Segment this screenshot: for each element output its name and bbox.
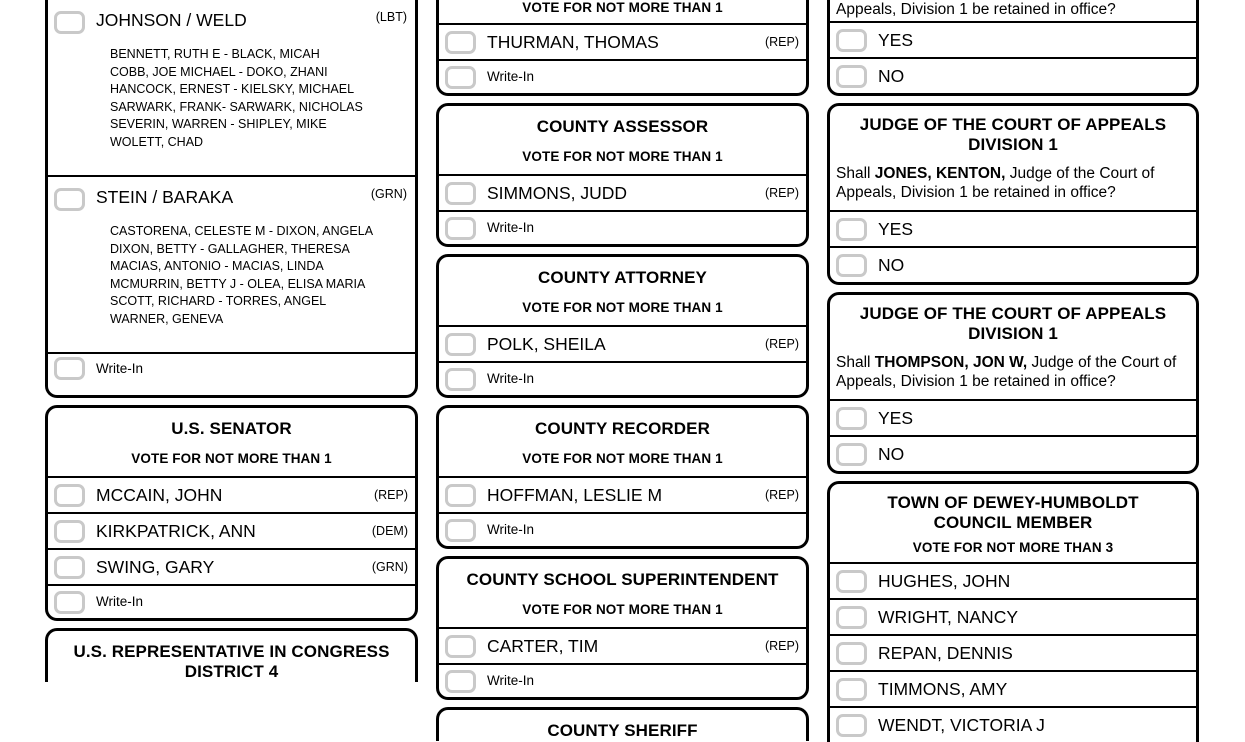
retention-judge-name: JONES, KENTON, bbox=[874, 165, 1006, 182]
retention-question-suffix: Appeals, Division 1 be retained in office? bbox=[836, 1, 1116, 18]
slate-johnson-weld[interactable] bbox=[48, 0, 415, 175]
slate-name: STEIN / BARAKA bbox=[96, 187, 234, 207]
contest-us-senator bbox=[45, 405, 418, 621]
checkbox-simmons-judd[interactable] bbox=[445, 182, 476, 205]
retention-question-suffix: Judge of the Court of Appeals, Division 1 be retained in office? bbox=[836, 354, 1177, 390]
slate-header bbox=[54, 177, 407, 211]
choice-no[interactable] bbox=[830, 246, 1196, 282]
checkbox-yes[interactable] bbox=[836, 407, 867, 430]
checkbox-write-in[interactable] bbox=[445, 66, 476, 89]
choice-write-in[interactable] bbox=[439, 59, 806, 93]
contest-judge-retention-jones-kenton bbox=[827, 103, 1199, 285]
choice-label: REPAN, DENNIS bbox=[878, 643, 1013, 663]
choice-mccain-john[interactable] bbox=[48, 476, 415, 512]
checkbox-hoffman-leslie-m[interactable] bbox=[445, 484, 476, 507]
contest-title: COUNTY SHERIFF bbox=[547, 721, 698, 740]
choice-label: HUGHES, JOHN bbox=[878, 571, 1011, 591]
choice-label: Write-In bbox=[487, 673, 535, 688]
contest-instruction: VOTE FOR NOT MORE THAN 1 bbox=[522, 149, 723, 164]
choice-write-in[interactable] bbox=[439, 210, 806, 244]
checkbox-carter-tim[interactable] bbox=[445, 635, 476, 658]
checkbox-yes[interactable] bbox=[836, 29, 867, 52]
contest-county-attorney bbox=[436, 254, 809, 398]
contest-title: U.S. SENATOR bbox=[171, 419, 292, 438]
checkbox-stein-baraka[interactable] bbox=[54, 188, 85, 211]
slate-electors-list: BENNETT, RUTH E - BLACK, MICAH COBB, JOE MICHAEL - DOKO, ZHANI HANCOCK, ERNEST - KIELSKY, MICHAEL SARWARK, FRANK- SARWARK, NICHOLAS SEVERIN, WARREN - SHIPLEY, MIKE WOLETT, CHAD bbox=[110, 47, 363, 149]
choice-label: YES bbox=[878, 30, 914, 50]
checkbox-hughes-john[interactable] bbox=[836, 570, 867, 593]
contest-title: JUDGE OF THE COURT OF APPEALS DIVISION 1 bbox=[859, 304, 1167, 343]
ballot-column-right bbox=[827, 0, 1199, 742]
choice-label: SWING, GARY bbox=[96, 557, 215, 577]
contest-instruction: VOTE FOR NOT MORE THAN 1 bbox=[522, 451, 723, 466]
choice-no[interactable] bbox=[830, 435, 1196, 471]
checkbox-write-in[interactable] bbox=[54, 357, 85, 380]
checkbox-polk-sheila[interactable] bbox=[445, 333, 476, 356]
choice-write-in[interactable] bbox=[439, 361, 806, 395]
contest-instruction: VOTE FOR NOT MORE THAN 1 bbox=[131, 451, 332, 466]
choice-write-in[interactable] bbox=[439, 512, 806, 546]
contest-title: TOWN OF DEWEY-HUMBOLDT COUNCIL MEMBER bbox=[887, 493, 1139, 532]
checkbox-timmons-amy[interactable] bbox=[836, 678, 867, 701]
slate-party: (GRN) bbox=[370, 187, 407, 201]
contest-instruction: VOTE FOR NOT MORE THAN 1 bbox=[522, 300, 723, 315]
ballot-column-left bbox=[45, 0, 418, 682]
contest-county-assessor bbox=[436, 103, 809, 247]
choice-label: Write-In bbox=[487, 522, 535, 537]
choice-carter-tim[interactable] bbox=[439, 627, 806, 663]
choice-label: POLK, SHEILA bbox=[487, 334, 606, 354]
checkbox-no[interactable] bbox=[836, 65, 867, 88]
choice-label: Write-In bbox=[96, 594, 144, 609]
checkbox-write-in[interactable] bbox=[445, 368, 476, 391]
checkbox-write-in[interactable] bbox=[445, 670, 476, 693]
contest-title: JUDGE OF THE COURT OF APPEALS DIVISION 1 bbox=[859, 115, 1167, 154]
choice-label: NO bbox=[878, 66, 905, 86]
contest-judge-retention-thompson-jon-w bbox=[827, 292, 1199, 474]
choice-party: (REP) bbox=[764, 639, 799, 653]
choice-repan-dennis[interactable] bbox=[830, 634, 1196, 670]
contest-presidential-electors bbox=[45, 0, 418, 398]
choice-wendt-victoria-j[interactable] bbox=[830, 706, 1196, 742]
choice-label: YES bbox=[878, 219, 914, 239]
contest-town-of-dewey-humboldt-council-member bbox=[827, 481, 1199, 742]
retention-question-prefix: Shall bbox=[836, 354, 875, 371]
choice-kirkpatrick-ann[interactable] bbox=[48, 512, 415, 548]
choice-label: SIMMONS, JUDD bbox=[487, 183, 627, 203]
checkbox-write-in[interactable] bbox=[54, 591, 85, 614]
choice-thurman-thomas[interactable] bbox=[439, 23, 806, 59]
choice-label: Write-In bbox=[487, 371, 535, 386]
choice-label: KIRKPATRICK, ANN bbox=[96, 521, 256, 541]
choice-party: (REP) bbox=[764, 35, 799, 49]
choice-yes[interactable] bbox=[830, 399, 1196, 435]
choice-write-in[interactable] bbox=[439, 663, 806, 697]
choice-party: (DEM) bbox=[371, 524, 408, 538]
contest-us-representative-district-4 bbox=[45, 628, 418, 682]
checkbox-no[interactable] bbox=[836, 443, 867, 466]
checkbox-wright-nancy[interactable] bbox=[836, 606, 867, 629]
checkbox-write-in[interactable] bbox=[445, 519, 476, 542]
choice-no[interactable] bbox=[830, 57, 1196, 93]
choice-yes[interactable] bbox=[830, 21, 1196, 57]
choice-yes[interactable] bbox=[830, 210, 1196, 246]
choice-label: THURMAN, THOMAS bbox=[487, 32, 659, 52]
retention-question bbox=[830, 0, 1196, 21]
choice-label: MCCAIN, JOHN bbox=[96, 485, 223, 505]
choice-polk-sheila[interactable] bbox=[439, 325, 806, 361]
choice-label: WRIGHT, NANCY bbox=[878, 607, 1018, 627]
choice-write-in[interactable] bbox=[48, 352, 415, 383]
checkbox-mccain-john[interactable] bbox=[54, 484, 85, 507]
choice-timmons-amy[interactable] bbox=[830, 670, 1196, 706]
contest-title: COUNTY RECORDER bbox=[535, 419, 710, 438]
slate-stein-baraka[interactable] bbox=[48, 175, 415, 352]
choice-label: WENDT, VICTORIA J bbox=[878, 715, 1045, 735]
spacer bbox=[54, 151, 407, 175]
choice-label: Write-In bbox=[487, 220, 535, 235]
retention-question bbox=[830, 155, 1196, 210]
checkbox-yes[interactable] bbox=[836, 218, 867, 241]
choice-write-in[interactable] bbox=[48, 584, 415, 618]
checkbox-thurman-thomas[interactable] bbox=[445, 31, 476, 54]
slate-header bbox=[54, 0, 407, 34]
slate-electors-list: CASTORENA, CELESTE M - DIXON, ANGELA DIXON, BETTY - GALLAGHER, THERESA MACIAS, ANTONIO - MACIAS, LINDA MCMURRIN, BETTY J - OLEA, ELISA MARIA SCOTT, RICHARD - TORRES, ANGEL WARNER, GENEVA bbox=[110, 224, 374, 326]
choice-label: HOFFMAN, LESLIE M bbox=[487, 485, 663, 505]
retention-question-prefix: Shall bbox=[836, 165, 875, 182]
choice-hoffman-leslie-m[interactable] bbox=[439, 476, 806, 512]
contest-title: COUNTY SCHOOL SUPERINTENDENT bbox=[466, 570, 779, 589]
contest-title: U.S. REPRESENTATIVE IN CONGRESS DISTRICT 4 bbox=[73, 642, 390, 681]
contest-title: COUNTY ATTORNEY bbox=[538, 268, 707, 287]
checkbox-repan-dennis[interactable] bbox=[836, 642, 867, 665]
checkbox-kirkpatrick-ann[interactable] bbox=[54, 520, 85, 543]
contest-instruction: VOTE FOR NOT MORE THAN 1 bbox=[522, 0, 723, 15]
retention-question-suffix: Judge of the Court of Appeals, Division 1 be retained in office? bbox=[836, 165, 1155, 201]
choice-party: (REP) bbox=[764, 488, 799, 502]
contest-county-recorder bbox=[436, 405, 809, 549]
slate-name: JOHNSON / WELD bbox=[96, 10, 247, 30]
choice-wright-nancy[interactable] bbox=[830, 598, 1196, 634]
contest-clipped-top bbox=[436, 0, 809, 96]
contest-instruction: VOTE FOR NOT MORE THAN 3 bbox=[912, 540, 1114, 555]
choice-party: (REP) bbox=[373, 488, 408, 502]
choice-simmons-judd[interactable] bbox=[439, 174, 806, 210]
checkbox-no[interactable] bbox=[836, 254, 867, 277]
checkbox-write-in[interactable] bbox=[445, 217, 476, 240]
choice-party: (REP) bbox=[764, 186, 799, 200]
checkbox-johnson-weld[interactable] bbox=[54, 11, 85, 34]
contest-county-sheriff bbox=[436, 707, 809, 741]
choice-label: Write-In bbox=[96, 360, 144, 376]
contest-title: COUNTY ASSESSOR bbox=[536, 117, 709, 136]
choice-label: YES bbox=[878, 408, 914, 428]
choice-party: (GRN) bbox=[371, 560, 408, 574]
spacer bbox=[54, 328, 407, 352]
choice-swing-gary[interactable] bbox=[48, 548, 415, 584]
contest-instruction: VOTE FOR NOT MORE THAN 1 bbox=[522, 602, 723, 617]
retention-judge-name: THOMPSON, JON W, bbox=[874, 354, 1028, 371]
choice-label: NO bbox=[878, 444, 905, 464]
choice-party: (REP) bbox=[764, 337, 799, 351]
ballot-column-middle bbox=[436, 0, 809, 741]
choice-label: CARTER, TIM bbox=[487, 636, 599, 656]
contest-judge-retention-clipped bbox=[827, 0, 1199, 96]
checkbox-wendt-victoria-j[interactable] bbox=[836, 714, 867, 737]
choice-label: Write-In bbox=[487, 69, 535, 84]
retention-question bbox=[830, 344, 1196, 399]
checkbox-swing-gary[interactable] bbox=[54, 556, 85, 579]
choice-label: NO bbox=[878, 255, 905, 275]
slate-party: (LBT) bbox=[375, 10, 407, 24]
choice-hughes-john[interactable] bbox=[830, 562, 1196, 598]
choice-label: TIMMONS, AMY bbox=[878, 679, 1008, 699]
contest-county-school-superintendent bbox=[436, 556, 809, 700]
